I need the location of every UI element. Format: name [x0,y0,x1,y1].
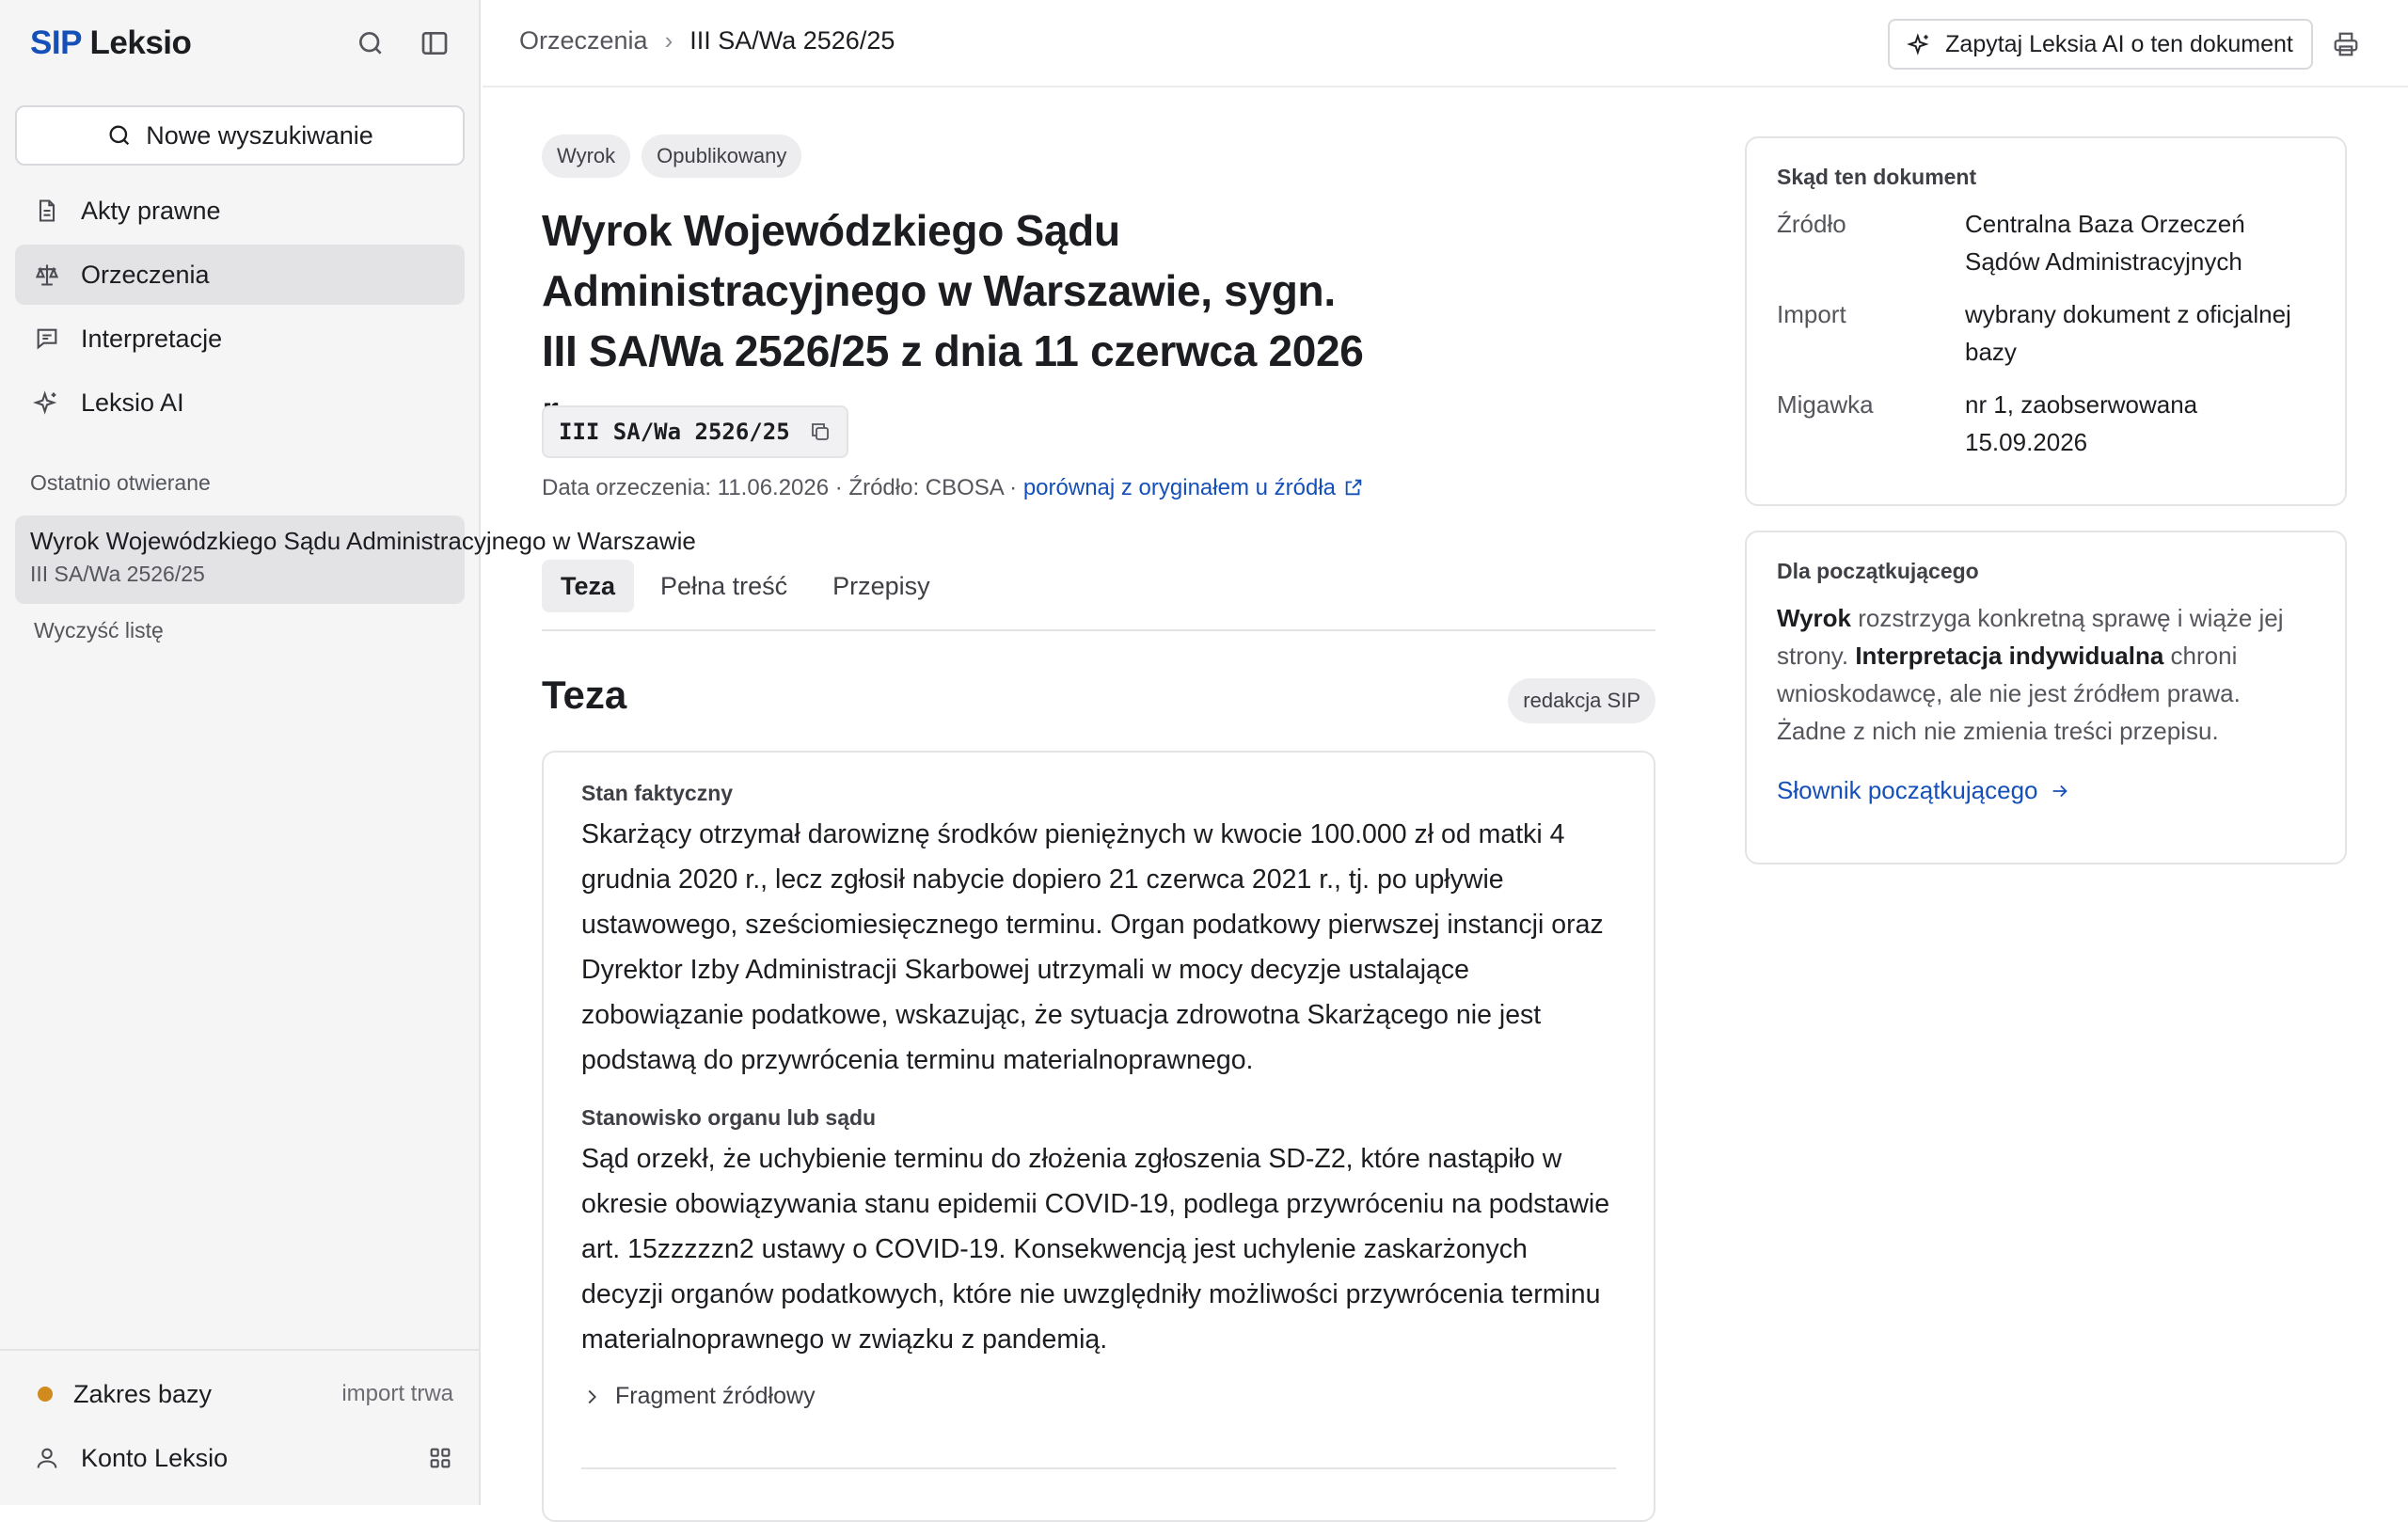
recent-heading: Ostatnio otwierane [30,470,211,495]
nav-item-akty-prawne[interactable] [15,181,465,241]
new-search-label: Nowe wyszukiwanie [146,120,373,150]
sparkle-icon [1908,32,1932,56]
nav-label: Orzeczenia [81,260,210,289]
nav-item-leksio-ai[interactable] [15,373,465,433]
editorial-badge: redakcja SIP [1508,678,1656,723]
source-fragment-toggle[interactable] [581,1383,1616,1410]
sidebar-footer [0,1349,481,1351]
source-info-heading: Skąd ten dokument [1777,165,1977,189]
nav-label: Interpretacje [81,324,223,353]
beginner-heading: Dla początkującego [1777,559,1979,583]
breadcrumb-parent[interactable]: Orzeczenia [519,26,648,55]
doc-status-badge: Opublikowany [642,135,801,178]
thesis-card [542,751,1656,1522]
scale-icon [34,262,60,288]
beginner-text [1777,599,2315,750]
import-row-key: Import [1777,300,1846,328]
doc-badges [542,135,801,178]
import-row-value: wybrany dokument z oficjalnej bazy [1965,300,2291,366]
ask-ai-label: Zapytaj Leksia AI o ten dokument [1945,30,2293,57]
print-icon[interactable] [2332,30,2360,58]
message-icon [34,325,60,352]
ask-ai-button[interactable] [1888,19,2313,70]
account-label: Konto Leksio [81,1443,229,1472]
source-fragment-label: Fragment źródłowy [615,1383,816,1409]
snapshot-row [1777,386,2315,461]
chevron-right-icon: › [664,26,673,55]
app-logo[interactable] [30,24,191,62]
nav-label: Leksio AI [81,388,184,417]
apps-grid-icon[interactable] [427,1445,453,1471]
source-row [1777,205,2315,280]
db-scope-status: import trwa [341,1381,453,1406]
import-row [1777,295,2315,371]
breadcrumb-current: III SA/Wa 2526/25 [689,26,895,55]
signature-box [542,405,848,458]
snapshot-row-key: Migawka [1777,390,1874,419]
logo-sip: SIP [30,24,82,61]
top-bar [483,0,2408,87]
recent-item-signature: III SA/Wa 2526/25 [30,562,205,586]
clear-list-link[interactable]: Wyczyść listę [34,618,164,642]
position-label: Stanowisko organu lub sądu [581,1105,877,1130]
tab-teza[interactable]: Teza [542,560,634,612]
sidebar-toggle-icon[interactable] [420,28,450,58]
term-judgment: Wyrok [1777,604,1851,632]
document-title: Wyrok Wojewódzkiego Sądu Administracyjnego w Warszawie, sygn. III SA/Wa 2526/25 z dnia 11 czerwca 2026 [542,206,1364,375]
arrow-right-icon [2050,781,2070,801]
divider [581,1467,1616,1469]
beginner-text-1: rozstrzyga konkretną sprawę i wiąże jej strony. [1777,604,2284,670]
snapshot-row-value: nr 1, zaobserwowana 15.09.2026 [1965,390,2198,456]
copy-icon[interactable] [809,420,832,443]
status-dot-icon [38,1387,53,1402]
glossary-link[interactable] [1777,776,2315,805]
account-item[interactable] [15,1428,465,1488]
new-search-button[interactable] [15,105,465,166]
recent-item-title: Wyrok Wojewódzkiego Sądu Administracyjnego w Warszawie [30,527,696,555]
compare-source-link[interactable] [1023,475,1364,500]
source-info-card [1745,136,2347,506]
beginner-text-2: chroni wnioskodawcę, ale nie jest źródłem prawa. Żadne z nich nie zmienia treści przepisu. [1777,642,2241,745]
term-interpretation: Interpretacja indywidualna [1855,642,2164,670]
db-scope-label: Zakres bazy [73,1379,213,1408]
position-text: Sąd orzekł, że uchybienie terminu do złożenia zgłoszenia SD-Z2, które nastąpiło w okresie obowiązywania stanu epidemii COVID-19, podlega przywróceniu na podstawie art. 15zzzzzn2 ustawy o COVID-19. Konsekwencją jest uchylenie zaskarżonych decyzji organów podatkowych, które nie uwzględniły możliwości przywrócenia terminu materialnoprawnego w związku z pandemią. [581,1144,1610,1355]
section-title: Teza [542,673,627,717]
source-row-key: Źródło [1777,210,1846,238]
nav-item-orzeczenia[interactable] [15,245,465,305]
source-row-value: Centralna Baza Orzeczeń Sądów Administracyjnych [1965,210,2245,276]
db-scope-item[interactable] [15,1364,465,1424]
logo-name: Leksio [89,24,192,61]
tab-pelna-tresc[interactable]: Pełna treść [660,571,788,600]
breadcrumb [519,26,895,55]
nav-label: Akty prawne [81,196,221,225]
tab-przepisy[interactable]: Przepisy [832,571,930,600]
search-icon [106,122,133,149]
beginner-card [1745,531,2347,864]
main-nav [15,181,465,436]
external-link-icon [1343,477,1364,498]
meta-text: Data orzeczenia: 11.06.2026 · Źródło: CBOSA · [542,475,1023,500]
chevron-right-icon [581,1387,602,1407]
search-icon[interactable] [356,28,386,58]
compare-source-label: porównaj z oryginałem u źródła [1022,475,1336,500]
document-icon [34,198,60,224]
document-meta [542,475,1364,501]
glossary-link-label: Słownik początkującego [1777,776,2038,804]
user-icon [34,1445,60,1471]
facts-text: Skarżący otrzymał darowiznę środków pieniężnych w kwocie 100.000 zł od matki 4 grudnia 2020 r., lecz zgłosił nabycie dopiero 21 czerwca 2021 r., tj. po upływie ustawowego, sześciomiesięcznego terminu. Organ podatkowy pierwszej instancji oraz Dyrektor Izby Administracji Skarbowej utrzymali w mocy decyzje ustalające zobowiązanie podatkowe, wskazując, że sytuacja zdrowotna Skarżącego nie jest podstawą do przywrócenia terminu materialnoprawnego. [581,819,1604,1075]
facts-label: Stan faktyczny [581,781,734,805]
nav-item-interpretacje[interactable] [15,309,465,369]
doc-type-badge: Wyrok [542,135,630,178]
document-tabs [542,560,1656,631]
sparkle-icon [34,389,60,416]
signature-text: III SA/Wa 2526/25 [559,419,790,445]
